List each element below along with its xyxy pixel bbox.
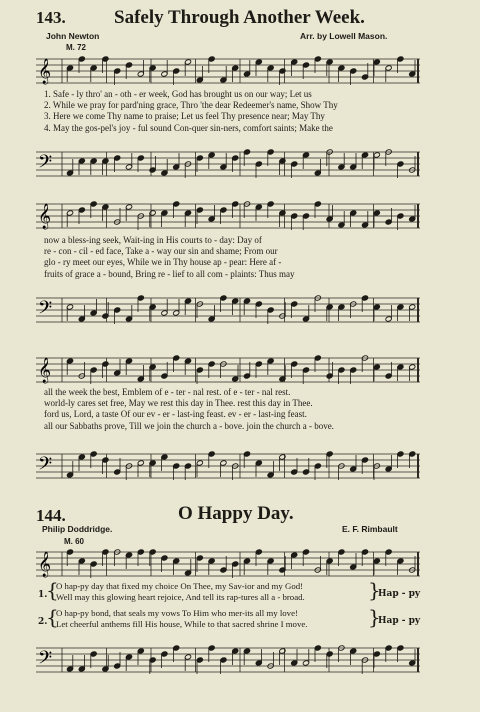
treble-staff [36,548,420,577]
bass-staff [36,644,420,673]
treble-staff [36,55,420,84]
lyric-line: fruits of grace a - bound, Bring re - lief to all com - plaints: Thus may [44,268,295,279]
staff-drawing [36,294,420,326]
hymn-title: O Happy Day. [178,503,294,524]
staff-drawing [36,148,420,180]
verse-number: 2. [38,617,48,627]
verse-brace-open: { [46,578,59,602]
lyrics-block [44,387,420,432]
treble-clef-icon: 𝄞 [38,59,52,84]
staff-drawing [36,200,420,232]
arranger-credit: Arr. by Lowell Mason. [300,31,388,41]
staff-drawing [36,450,420,482]
lyrics-block [44,89,420,134]
lyric-line: Well may this glowing heart rejoice, And tell its rap-tures all a - broad. [56,591,305,602]
lyric-line: now a bless-ing seek, Wait-ing in His courts to - day: Day of [44,235,262,245]
verse-number: 1. [38,590,48,600]
lyric-line: Let cheerful anthems fill His house, While to that sacred shrine I move. [56,618,308,629]
staff-drawing [36,548,420,580]
lyrics-block [56,581,305,602]
bass-staff [36,450,420,479]
bass-staff [36,294,420,323]
tempo-mark: M. 60 [64,537,85,546]
author-credit: John Newton [46,31,100,41]
hymn-title: Safely Through Another Week. [114,7,365,28]
lyric-line: world-ly cares set free, May we rest this day in Thee. rest this day in Thee. [44,398,313,409]
lyric-line: O hap-py bond, that seals my vows To Him who mer-its all my love! [56,608,298,618]
bass-clef-icon: 𝄢 [38,298,53,323]
hymn-number: 143. [36,8,66,27]
composer-credit: E. F. Rimbault [342,524,398,534]
staff-drawing [36,55,420,87]
bass-clef-icon: 𝄢 [38,454,53,479]
staff-drawing [36,644,420,676]
verse-brace-close: } [368,578,381,602]
treble-staff [36,354,420,383]
verse-brace-open: { [46,605,59,629]
treble-clef-icon: 𝄞 [38,204,52,229]
lyric-line: 1. Safe - ly thro' an - oth - er week, God has brought us on our way; Let us [44,89,312,99]
lyric-line: 2. While we pray for pard'ning grace, Thro 'the dear Redeemer's name, Show Thy [44,100,338,111]
lyric-line: all the week the best, Emblem of e - ter - nal rest. of e - ter - nal rest. [44,387,291,397]
tempo-mark: M. 72 [66,43,87,52]
author-credit: Philip Doddridge. [42,524,113,534]
bass-staff [36,148,420,177]
lyrics-block [44,235,420,280]
verse-brace-close: } [368,605,381,629]
lyrics-block [56,608,307,629]
bass-clef-icon: 𝄢 [38,152,53,177]
refrain-word: Hap - py [378,589,421,599]
hymn-number: 144. [36,506,66,525]
refrain-word: Hap - py [378,616,421,626]
treble-clef-icon: 𝄞 [38,552,52,577]
bass-clef-icon: 𝄢 [38,648,53,673]
lyric-line: O hap-py day that fixed my choice On Thee, my Sav-ior and my God! [56,581,304,591]
treble-staff [36,200,420,229]
treble-clef-icon: 𝄞 [38,358,52,383]
lyric-line: 4. May the gos-pel's joy - ful sound Con-quer sin-ners, comfort saints; Make the [44,122,333,133]
staff-drawing [36,354,420,386]
lyric-line: 3. Here we come Thy name to praise; Let us feel Thy presence near; May Thy [44,111,325,122]
lyric-line: re - con - cil - ed face, Take a - way our sin and shame; From our [44,246,278,257]
lyric-line: ford us, Lord, a taste Of our ev - er - last-ing feast. ev - er - last-ing feast. [44,409,307,420]
lyric-line: glo - ry meet our eyes, While we in Thy house ap - pear: Here af - [44,257,282,268]
lyric-line: all our Sabbaths prove, Till we join the church a - bove. join the church a - bove. [44,420,334,431]
